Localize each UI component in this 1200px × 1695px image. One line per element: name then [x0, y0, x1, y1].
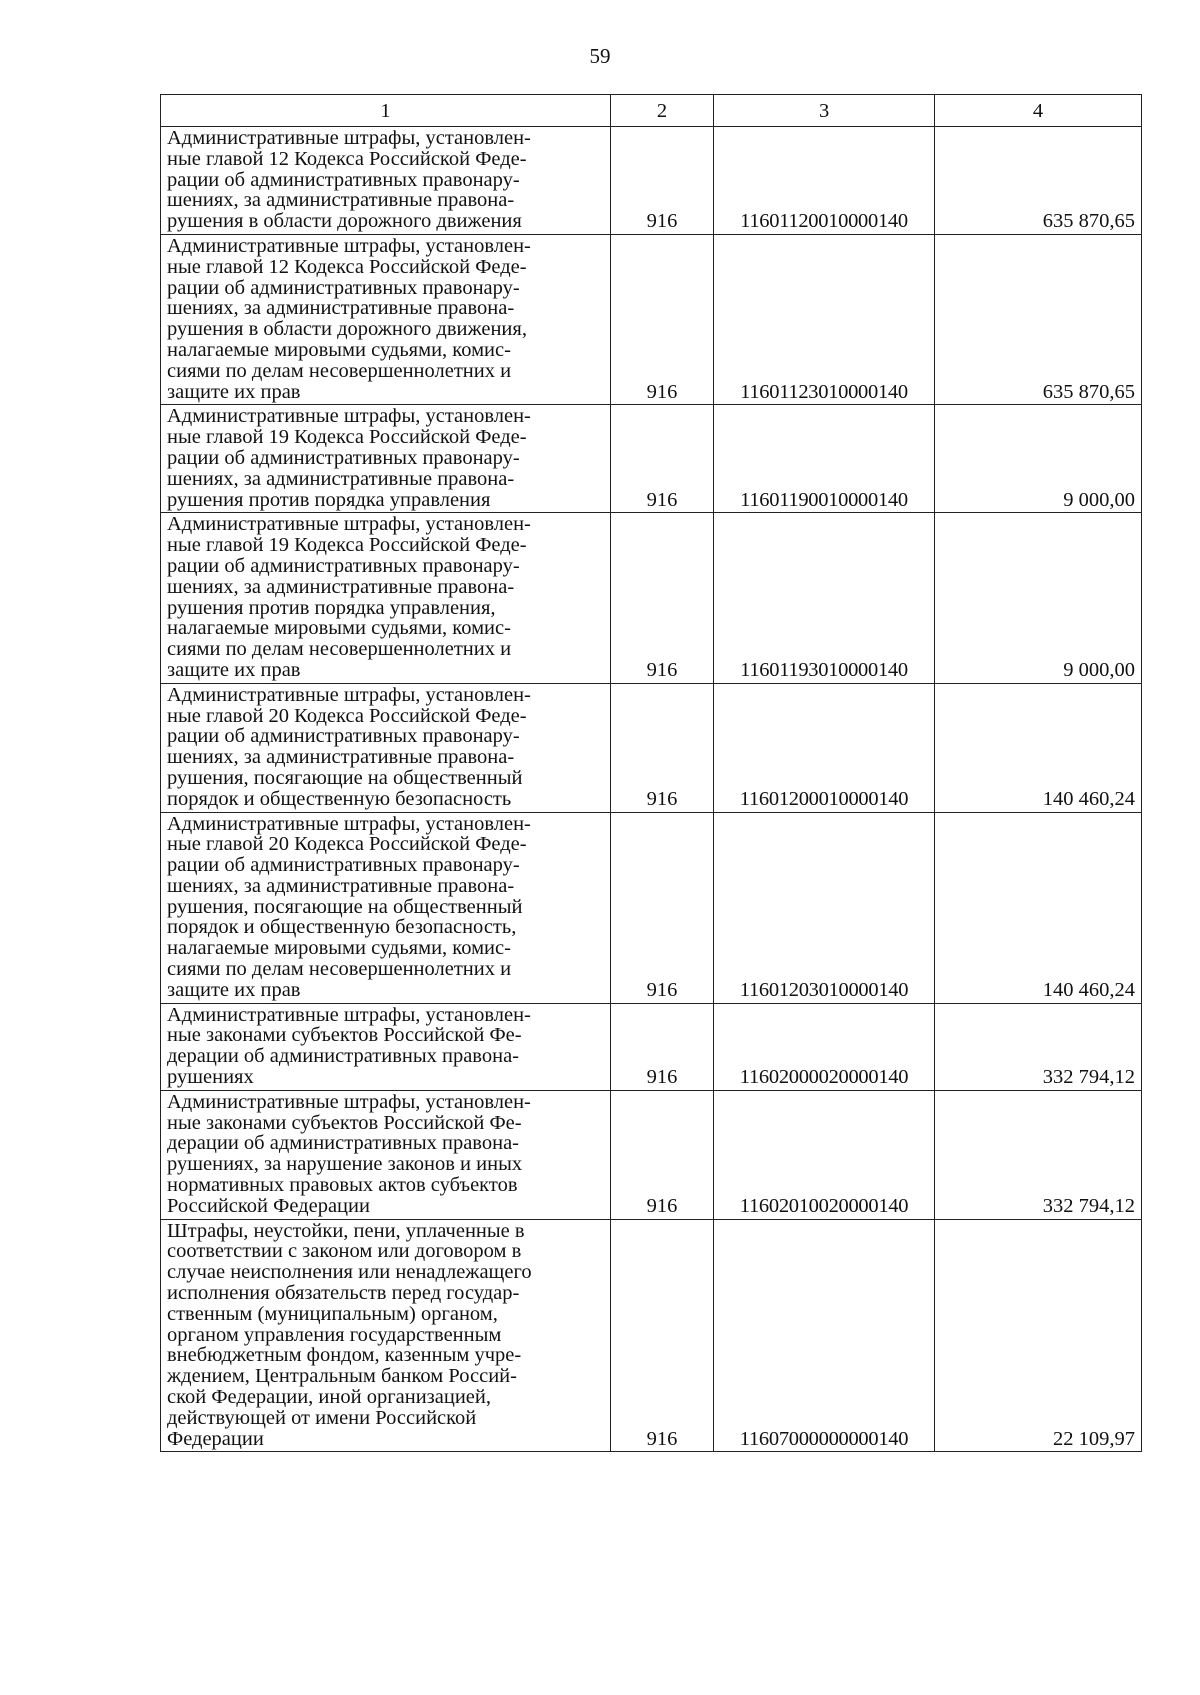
- table-row: [161, 127, 1142, 235]
- revenue-name-cell: [161, 1003, 611, 1090]
- revenue-name-cell: [161, 513, 611, 683]
- revenue-name-text: Административные штрафы, установлен- ные законами субъектов Российской Фе- дерации об административных правона- рушениях: [167, 1003, 531, 1089]
- table-row: [161, 1219, 1142, 1452]
- table-row: [161, 1003, 1142, 1090]
- budget-classification-code-cell: 11601190010000140: [714, 405, 935, 513]
- budget-classification-code-cell: 11607000000000140: [714, 1219, 935, 1452]
- amount-cell: 9 000,00: [935, 513, 1142, 683]
- revenue-name-cell: [161, 1219, 611, 1452]
- column-number-row: [161, 95, 1142, 127]
- revenue-name-text: Административные штрафы, установлен- ные главой 19 Кодекса Российской Феде- рации об административных правонару- шениях, за административные правона- рушения против порядка управления, налагаемые мировыми судьями, комис- сиями по делам несовершеннолетних и защите их прав: [167, 513, 531, 681]
- budget-classification-code-cell: 11601123010000140: [714, 234, 935, 404]
- administrator-code-cell: 916: [611, 1219, 714, 1452]
- revenue-name-text: Административные штрафы, установлен- ные законами субъектов Российской Фе- дерации об административных правона- рушениях, за нарушение законов и иных нормативных правовых актов субъектов Российской Федерации: [167, 1090, 531, 1217]
- revenue-name-cell: [161, 127, 611, 235]
- table-row: [161, 1090, 1142, 1219]
- revenue-name-cell: [161, 812, 611, 1003]
- table-row: [161, 812, 1142, 1003]
- budget-classification-code-cell: 11601200010000140: [714, 683, 935, 812]
- budget-classification-code-cell: 11602010020000140: [714, 1090, 935, 1219]
- table-row: [161, 683, 1142, 812]
- revenue-table: [160, 94, 1142, 1452]
- column-number-2: 2: [611, 95, 714, 127]
- revenue-name-cell: [161, 1090, 611, 1219]
- revenue-name-text: Административные штрафы, установлен- ные главой 20 Кодекса Российской Феде- рации об административных правонару- шениях, за административные правона- рушения, посягающие на общественный порядок и общественную безопасность, налагаемые мировыми судьями, комис- сиями по делам несовершеннолетних и защите их прав: [167, 812, 531, 1001]
- administrator-code-cell: 916: [611, 405, 714, 513]
- amount-cell: 635 870,65: [935, 234, 1142, 404]
- table-row: [161, 513, 1142, 683]
- administrator-code-cell: 916: [611, 1003, 714, 1090]
- budget-classification-code-cell: 11601120010000140: [714, 127, 935, 235]
- budget-classification-code-cell: 11601203010000140: [714, 812, 935, 1003]
- revenue-table-body: [161, 95, 1142, 1452]
- revenue-name-cell: [161, 405, 611, 513]
- amount-cell: 140 460,24: [935, 683, 1142, 812]
- amount-cell: 332 794,12: [935, 1090, 1142, 1219]
- revenue-name-cell: [161, 683, 611, 812]
- column-number-1: 1: [161, 95, 611, 127]
- administrator-code-cell: 916: [611, 812, 714, 1003]
- administrator-code-cell: 916: [611, 234, 714, 404]
- budget-classification-code-cell: 11601193010000140: [714, 513, 935, 683]
- amount-cell: 635 870,65: [935, 127, 1142, 235]
- administrator-code-cell: 916: [611, 683, 714, 812]
- budget-classification-code-cell: 11602000020000140: [714, 1003, 935, 1090]
- amount-cell: 140 460,24: [935, 812, 1142, 1003]
- page-number: 59: [589, 44, 611, 68]
- table-row: [161, 405, 1142, 513]
- amount-cell: 22 109,97: [935, 1219, 1142, 1452]
- administrator-code-cell: 916: [611, 1090, 714, 1219]
- column-number-4: 4: [935, 95, 1142, 127]
- administrator-code-cell: 916: [611, 127, 714, 235]
- revenue-name-text: Штрафы, неустойки, пени, уплаченные в соответствии с законом или договором в случае неисполнения или ненадлежащего исполнения обязательств перед государ- ственным (муниципальным) органом, органом управления государственным внебюджетным фондом, казенным учре- ждением, Центральным банком Россий- ской Федерации, иной организацией, действующей от имени Российской Федерации: [167, 1219, 532, 1450]
- revenue-name-text: Административные штрафы, установлен- ные главой 19 Кодекса Российской Феде- рации об административных правонару- шениях, за административные правона- рушения против порядка управления: [167, 405, 531, 511]
- column-number-3: 3: [714, 95, 935, 127]
- administrator-code-cell: 916: [611, 513, 714, 683]
- revenue-name-text: Административные штрафы, установлен- ные главой 12 Кодекса Российской Феде- рации об административных правонару- шениях, за административные правона- рушения в области дорожного движения: [167, 127, 531, 233]
- table-row: [161, 234, 1142, 404]
- revenue-name-cell: [161, 234, 611, 404]
- amount-cell: 9 000,00: [935, 405, 1142, 513]
- revenue-name-text: Административные штрафы, установлен- ные главой 12 Кодекса Российской Феде- рации об административных правонару- шениях, за административные правона- рушения в области дорожного движения, налагаемые мировыми судьями, комис- сиями по делам несовершеннолетних и защите их прав: [167, 234, 531, 403]
- revenue-name-text: Административные штрафы, установлен- ные главой 20 Кодекса Российской Феде- рации об административных правонару- шениях, за административные правона- рушения, посягающие на общественный порядок и общественную безопасность: [167, 683, 531, 810]
- amount-cell: 332 794,12: [935, 1003, 1142, 1090]
